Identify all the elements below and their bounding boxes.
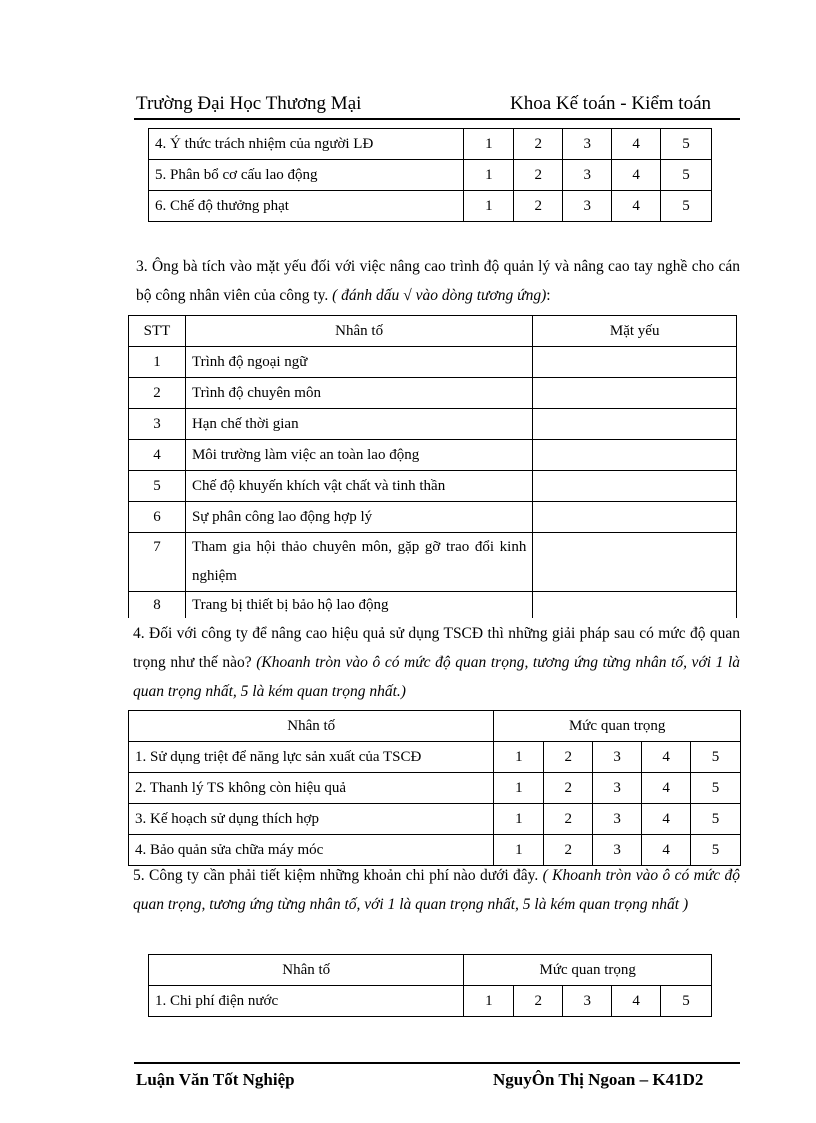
score-cell[interactable]: 2 bbox=[514, 160, 563, 191]
question-3-colon: : bbox=[546, 287, 551, 304]
table-header-row bbox=[149, 955, 712, 986]
question-5-text: 5. Công ty cần phải tiết kiệm những khoản chi phí nào dưới đây. bbox=[133, 867, 539, 884]
factor-label: 2. Thanh lý TS không còn hiệu quả bbox=[129, 773, 494, 804]
weakness-checkbox-cell[interactable] bbox=[533, 471, 737, 502]
row-stt: 4 bbox=[129, 440, 186, 471]
table-row bbox=[129, 804, 741, 835]
score-cell[interactable]: 4 bbox=[612, 986, 661, 1017]
score-cell[interactable]: 3 bbox=[593, 742, 642, 773]
table-row bbox=[129, 533, 737, 592]
table-row bbox=[129, 378, 737, 409]
score-cell[interactable]: 1 bbox=[494, 835, 544, 866]
weakness-checkbox-cell[interactable] bbox=[533, 502, 737, 533]
factor-label: Trình độ ngoại ngữ bbox=[185, 347, 532, 378]
table-continued-factors bbox=[148, 128, 712, 222]
table-row bbox=[129, 742, 741, 773]
table-row bbox=[129, 409, 737, 440]
factor-label: Trang bị thiết bị bảo hộ lao động bbox=[185, 592, 532, 619]
row-stt: 7 bbox=[129, 533, 186, 592]
row-stt: 6 bbox=[129, 502, 186, 533]
row-stt: 1 bbox=[129, 347, 186, 378]
score-cell[interactable]: 3 bbox=[563, 986, 612, 1017]
factor-label: 1. Sử dụng triệt để năng lực sản xuất của TSCĐ bbox=[129, 742, 494, 773]
factor-label: Chế độ khuyến khích vật chất và tinh thần bbox=[185, 471, 532, 502]
score-cell[interactable]: 3 bbox=[563, 160, 612, 191]
row-stt: 5 bbox=[129, 471, 186, 502]
score-cell[interactable]: 2 bbox=[514, 986, 563, 1017]
score-cell[interactable]: 1 bbox=[494, 773, 544, 804]
weakness-checkbox-cell[interactable] bbox=[533, 347, 737, 378]
factor-label: 3. Kế hoạch sử dụng thích hợp bbox=[129, 804, 494, 835]
footer-author: NguyÔn Thị Ngoan – K41D2 bbox=[493, 1070, 704, 1089]
score-cell[interactable]: 1 bbox=[464, 191, 514, 222]
question-3 bbox=[136, 252, 740, 310]
header-importance: Mức quan trọng bbox=[464, 955, 712, 986]
table-asset-solutions bbox=[128, 710, 741, 866]
factor-label: Tham gia hội thảo chuyên môn, gặp gỡ trao đổi kinh nghiệm bbox=[185, 533, 532, 592]
score-cell[interactable]: 2 bbox=[544, 742, 593, 773]
header-weakness: Mặt yếu bbox=[533, 316, 737, 347]
header-faculty: Khoa Kế toán - Kiểm toán bbox=[510, 93, 712, 114]
weakness-checkbox-cell[interactable] bbox=[533, 409, 737, 440]
score-cell[interactable]: 5 bbox=[691, 773, 741, 804]
score-cell[interactable]: 5 bbox=[691, 835, 741, 866]
header-school: Trường Đại Học Thương Mại bbox=[136, 93, 362, 114]
question-5-hint: ( Khoanh tròn vào ô có mức độ quan trọng, tương ứng từng nhân tố, với 1 là quan trọng nhất, 5 là kém quan trọng nhất ) bbox=[133, 867, 741, 913]
footer-divider bbox=[134, 1062, 740, 1064]
factor-label: Trình độ chuyên môn bbox=[185, 378, 532, 409]
score-cell[interactable]: 3 bbox=[593, 773, 642, 804]
footer-thesis: Luận Văn Tốt Nghiệp bbox=[136, 1070, 295, 1089]
table-row bbox=[129, 592, 737, 619]
header-stt: STT bbox=[129, 316, 186, 347]
question-4 bbox=[133, 619, 740, 706]
weakness-checkbox-cell[interactable] bbox=[533, 378, 737, 409]
header-factor: Nhân tố bbox=[129, 711, 494, 742]
score-cell[interactable]: 5 bbox=[661, 191, 712, 222]
row-stt: 2 bbox=[129, 378, 186, 409]
table-row bbox=[149, 986, 712, 1017]
factor-label: 4. Ý thức trách nhiệm của người LĐ bbox=[149, 129, 464, 160]
score-cell[interactable]: 4 bbox=[642, 804, 691, 835]
score-cell[interactable]: 2 bbox=[514, 191, 563, 222]
factor-label: Môi trường làm việc an toàn lao động bbox=[185, 440, 532, 471]
header-divider bbox=[134, 118, 740, 120]
row-stt: 3 bbox=[129, 409, 186, 440]
score-cell[interactable]: 5 bbox=[661, 160, 712, 191]
score-cell[interactable]: 2 bbox=[544, 835, 593, 866]
table-row bbox=[129, 502, 737, 533]
table-weaknesses bbox=[128, 315, 737, 618]
score-cell[interactable]: 2 bbox=[544, 804, 593, 835]
header-factor: Nhân tố bbox=[149, 955, 464, 986]
weakness-checkbox-cell[interactable] bbox=[533, 592, 737, 619]
score-cell[interactable]: 4 bbox=[612, 160, 661, 191]
score-cell[interactable]: 4 bbox=[642, 773, 691, 804]
score-cell[interactable]: 3 bbox=[593, 835, 642, 866]
header-factor: Nhân tố bbox=[185, 316, 532, 347]
score-cell[interactable]: 2 bbox=[514, 129, 563, 160]
factor-label: 1. Chi phí điện nước bbox=[149, 986, 464, 1017]
score-cell[interactable]: 1 bbox=[494, 804, 544, 835]
question-3-hint-post: vào dòng tương ứng) bbox=[415, 287, 547, 304]
factor-label: 6. Chế độ thưởng phạt bbox=[149, 191, 464, 222]
score-cell[interactable]: 5 bbox=[691, 742, 741, 773]
table-header-row bbox=[129, 711, 741, 742]
question-3-hint-pre: ( đánh dấu bbox=[332, 287, 400, 304]
score-cell[interactable]: 5 bbox=[661, 986, 712, 1017]
score-cell[interactable]: 1 bbox=[464, 129, 514, 160]
question-4-text: 4. Đối với công ty để nâng cao hiệu quả sử dụng TSCĐ thì những giải pháp sau có mức độ quan trọng như thế nào? bbox=[133, 625, 740, 671]
factor-label: 5. Phân bổ cơ cấu lao động bbox=[149, 160, 464, 191]
score-cell[interactable]: 3 bbox=[563, 129, 612, 160]
table-row bbox=[129, 773, 741, 804]
table-row bbox=[129, 471, 737, 502]
score-cell[interactable]: 1 bbox=[464, 160, 514, 191]
question-5 bbox=[133, 861, 740, 919]
header-importance: Mức quan trọng bbox=[494, 711, 741, 742]
table-row bbox=[149, 191, 712, 222]
score-cell[interactable]: 4 bbox=[612, 191, 661, 222]
score-cell[interactable]: 4 bbox=[642, 742, 691, 773]
score-cell[interactable]: 4 bbox=[642, 835, 691, 866]
score-cell[interactable]: 5 bbox=[661, 129, 712, 160]
table-row bbox=[129, 347, 737, 378]
question-3-text: 3. Ông bà tích vào mặt yếu đối với việc nâng cao trình độ quản lý và nâng cao tay nghề cho cán bộ công nhân viên của công ty. bbox=[136, 258, 740, 304]
table-header-row bbox=[129, 316, 737, 347]
table-row bbox=[149, 160, 712, 191]
score-cell[interactable]: 3 bbox=[563, 191, 612, 222]
factor-label: Hạn chế thời gian bbox=[185, 409, 532, 440]
score-cell[interactable]: 1 bbox=[494, 742, 544, 773]
weakness-checkbox-cell[interactable] bbox=[533, 533, 737, 592]
score-cell[interactable]: 1 bbox=[464, 986, 514, 1017]
question-4-hint: (Khoanh tròn vào ô có mức độ quan trọng, tương ứng từng nhân tố, với 1 là quan trọng nhất, 5 là kém quan trọng nhất.) bbox=[133, 654, 741, 700]
factor-label: 4. Bảo quản sửa chữa máy móc bbox=[129, 835, 494, 866]
table-row bbox=[149, 129, 712, 160]
checkmark-icon: √ bbox=[403, 287, 412, 304]
table-row bbox=[129, 440, 737, 471]
score-cell[interactable]: 4 bbox=[612, 129, 661, 160]
weakness-checkbox-cell[interactable] bbox=[533, 440, 737, 471]
factor-label: Sự phân công lao động hợp lý bbox=[185, 502, 532, 533]
score-cell[interactable]: 2 bbox=[544, 773, 593, 804]
table-cost-savings bbox=[148, 954, 712, 1017]
row-stt: 8 bbox=[129, 592, 186, 619]
score-cell[interactable]: 3 bbox=[593, 804, 642, 835]
score-cell[interactable]: 5 bbox=[691, 804, 741, 835]
